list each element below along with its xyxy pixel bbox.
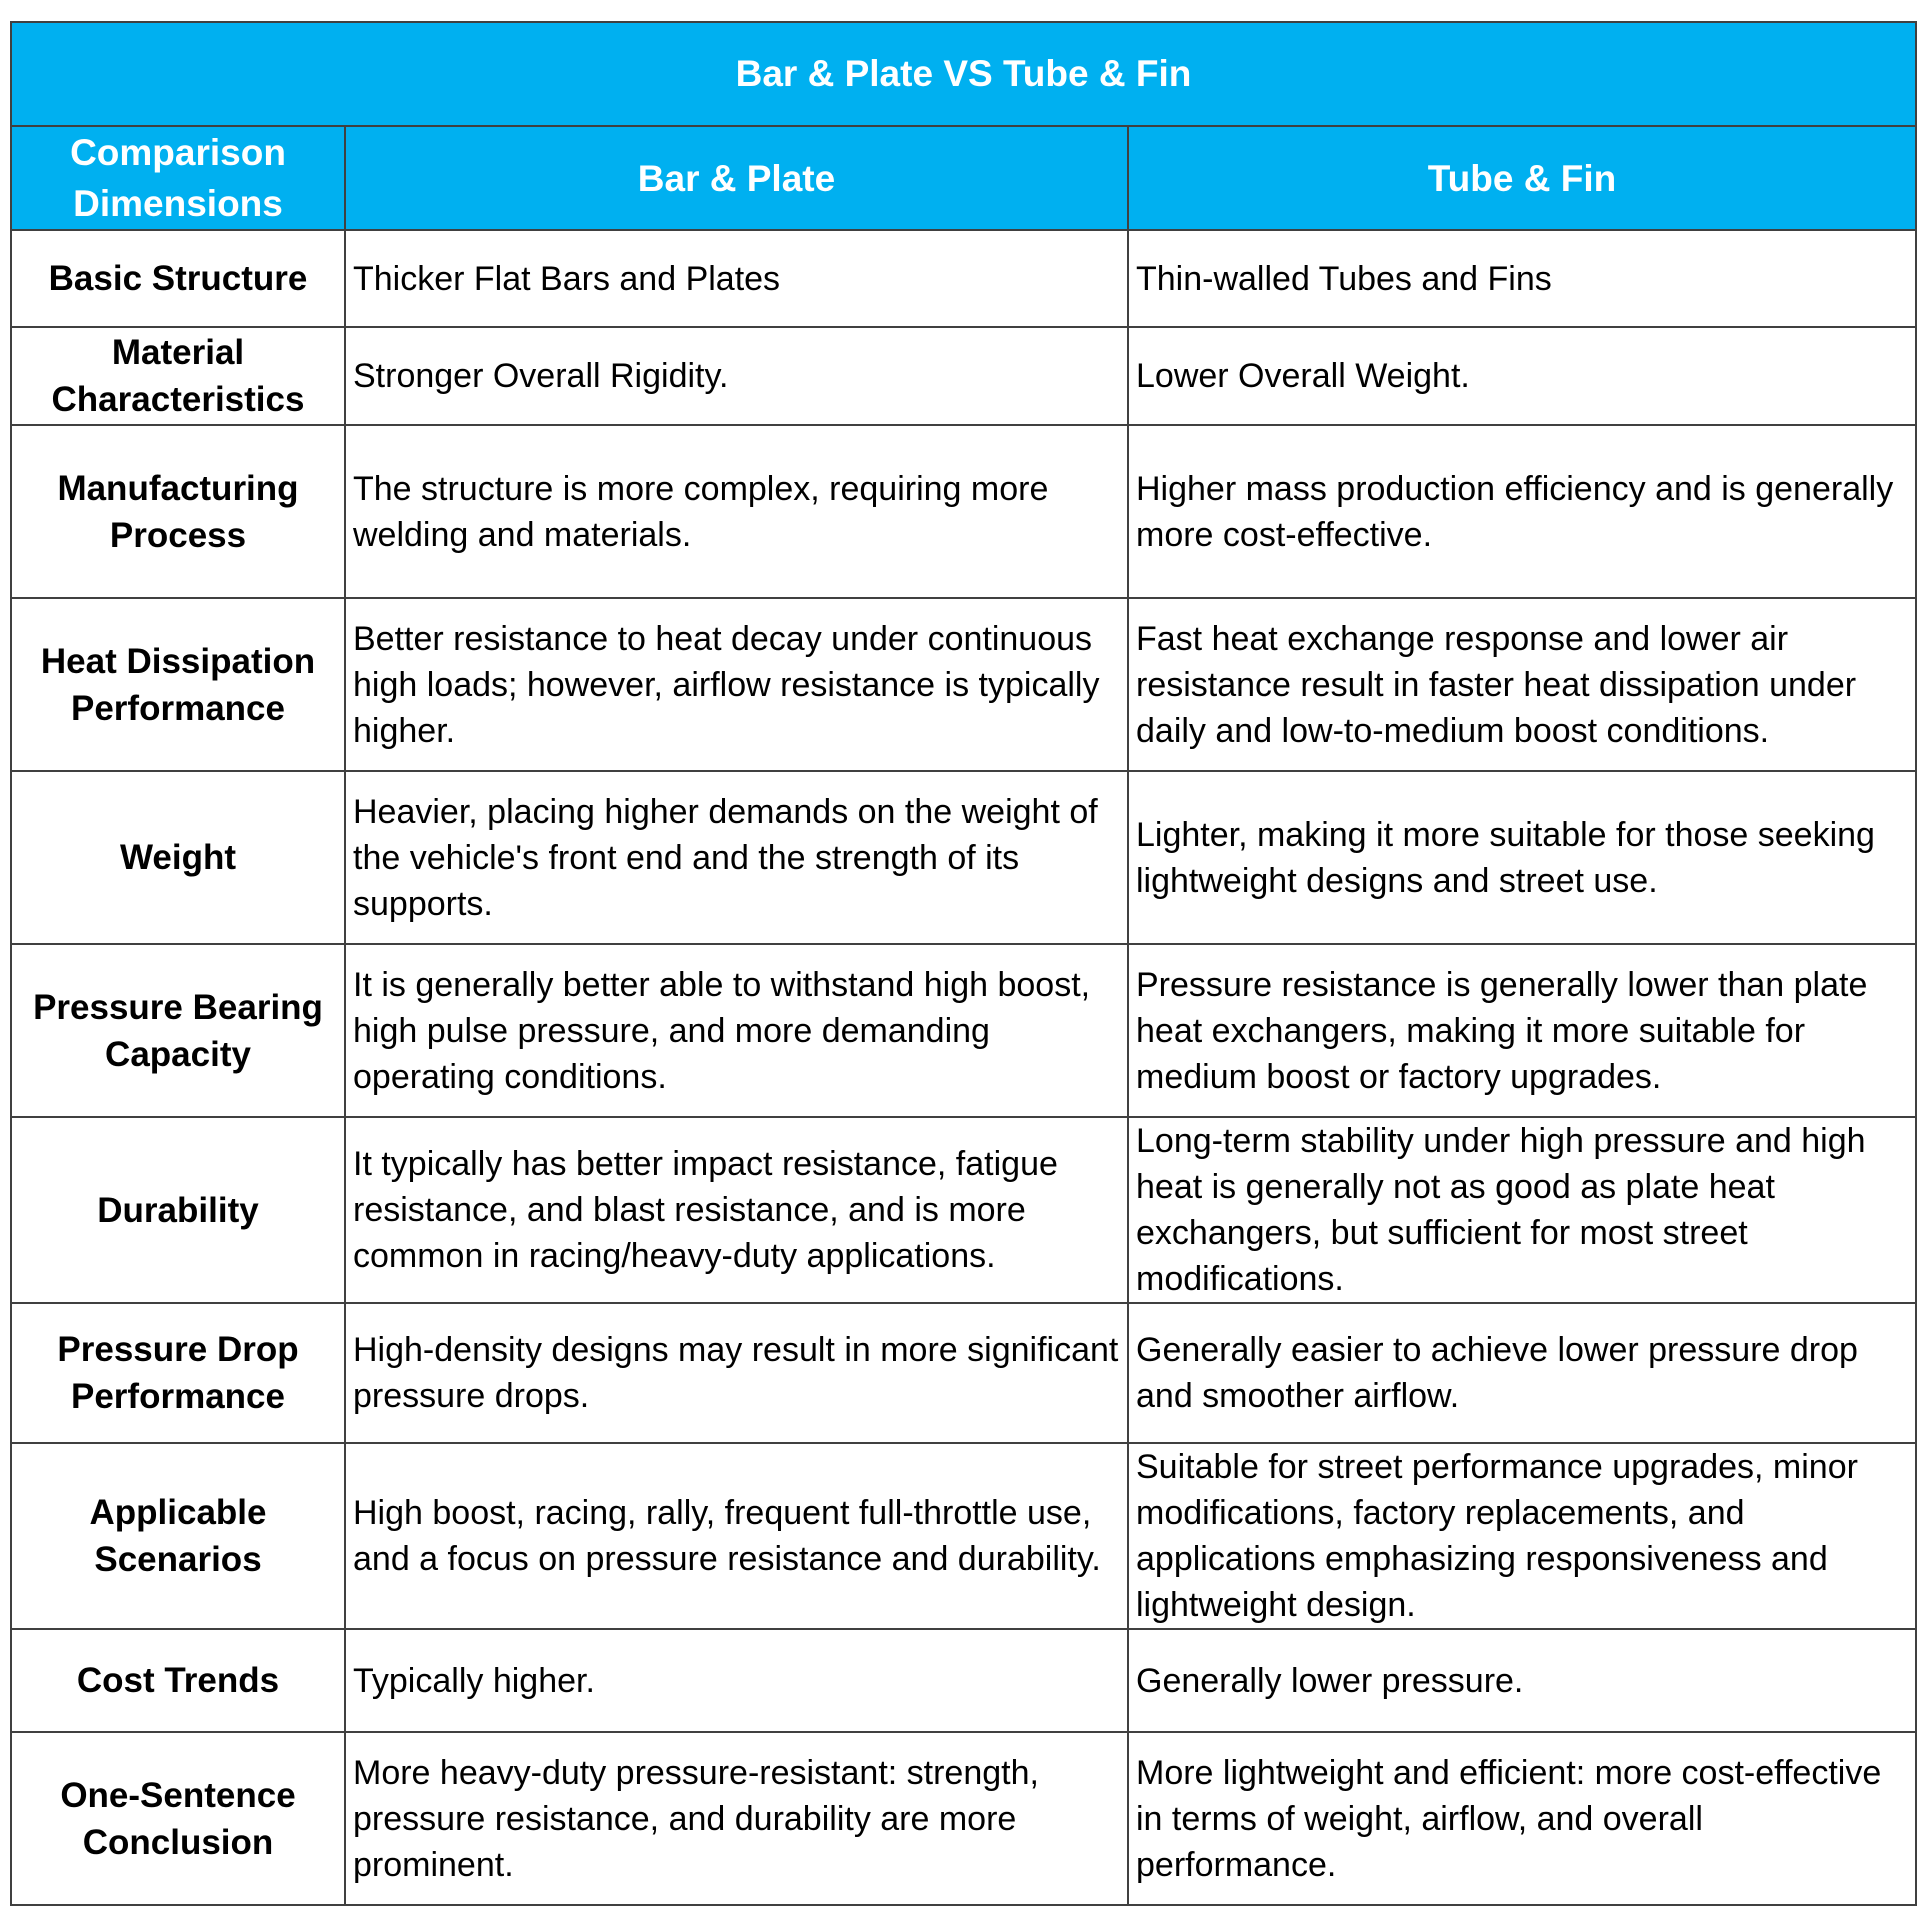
row-dimension: Basic Structure (11, 230, 345, 327)
bar-plate-cell: Thicker Flat Bars and Plates (345, 230, 1128, 327)
row-dimension: One-Sentence Conclusion (11, 1732, 345, 1905)
row-dimension: Material Characteristics (11, 327, 345, 425)
row-dimension: Cost Trends (11, 1629, 345, 1732)
bar-plate-cell: It is generally better able to withstand high boost, high pulse pressure, and more demanding operating conditions. (345, 944, 1128, 1117)
bar-plate-cell: The structure is more complex, requiring more welding and materials. (345, 425, 1128, 598)
tube-fin-cell: Thin-walled Tubes and Fins (1128, 230, 1916, 327)
tube-fin-cell: Higher mass production efficiency and is generally more cost-effective. (1128, 425, 1916, 598)
title-row (11, 22, 1916, 126)
table-row (11, 1732, 1916, 1905)
comparison-table (10, 21, 1917, 1906)
bar-plate-cell: Typically higher. (345, 1629, 1128, 1732)
table-row (11, 598, 1916, 771)
tube-fin-cell: Generally easier to achieve lower pressure drop and smoother airflow. (1128, 1303, 1916, 1443)
row-dimension: Applicable Scenarios (11, 1443, 345, 1629)
header-tube-fin: Tube & Fin (1128, 126, 1916, 230)
table-row (11, 327, 1916, 425)
table-row (11, 771, 1916, 944)
tube-fin-cell: Generally lower pressure. (1128, 1629, 1916, 1732)
table-row (11, 425, 1916, 598)
header-dimension: Comparison Dimensions (11, 126, 345, 230)
bar-plate-cell: Better resistance to heat decay under continuous high loads; however, airflow resistance is typically higher. (345, 598, 1128, 771)
tube-fin-cell: Suitable for street performance upgrades, minor modifications, factory replacements, and applications emphasizing responsiveness and lightweight design. (1128, 1443, 1916, 1629)
bar-plate-cell: It typically has better impact resistance, fatigue resistance, and blast resistance, and is more common in racing/heavy-duty applications. (345, 1117, 1128, 1303)
bar-plate-cell: More heavy-duty pressure-resistant: strength, pressure resistance, and durability are more prominent. (345, 1732, 1128, 1905)
tube-fin-cell: Long-term stability under high pressure and high heat is generally not as good as plate heat exchangers, but sufficient for most street modifications. (1128, 1117, 1916, 1303)
row-dimension: Durability (11, 1117, 345, 1303)
bar-plate-cell: High-density designs may result in more significant pressure drops. (345, 1303, 1128, 1443)
tube-fin-cell: Lighter, making it more suitable for those seeking lightweight designs and street use. (1128, 771, 1916, 944)
table-title: Bar & Plate VS Tube & Fin (11, 22, 1916, 126)
tube-fin-cell: Lower Overall Weight. (1128, 327, 1916, 425)
row-dimension: Pressure Bearing Capacity (11, 944, 345, 1117)
tube-fin-cell: Pressure resistance is generally lower than plate heat exchangers, making it more suitable for medium boost or factory upgrades. (1128, 944, 1916, 1117)
header-row (11, 126, 1916, 230)
row-dimension: Pressure Drop Performance (11, 1303, 345, 1443)
header-bar-plate: Bar & Plate (345, 126, 1128, 230)
bar-plate-cell: High boost, racing, rally, frequent full-throttle use, and a focus on pressure resistance and durability. (345, 1443, 1128, 1629)
row-dimension: Heat Dissipation Performance (11, 598, 345, 771)
table-row (11, 230, 1916, 327)
bar-plate-cell: Stronger Overall Rigidity. (345, 327, 1128, 425)
tube-fin-cell: Fast heat exchange response and lower air resistance result in faster heat dissipation under daily and low-to-medium boost conditions. (1128, 598, 1916, 771)
table-row (11, 1303, 1916, 1443)
table-row (11, 1443, 1916, 1629)
row-dimension: Weight (11, 771, 345, 944)
bar-plate-cell: Heavier, placing higher demands on the weight of the vehicle's front end and the strength of its supports. (345, 771, 1128, 944)
table-row (11, 1629, 1916, 1732)
table-row (11, 1117, 1916, 1303)
tube-fin-cell: More lightweight and efficient: more cost-effective in terms of weight, airflow, and overall performance. (1128, 1732, 1916, 1905)
row-dimension: Manufacturing Process (11, 425, 345, 598)
table-row (11, 944, 1916, 1117)
